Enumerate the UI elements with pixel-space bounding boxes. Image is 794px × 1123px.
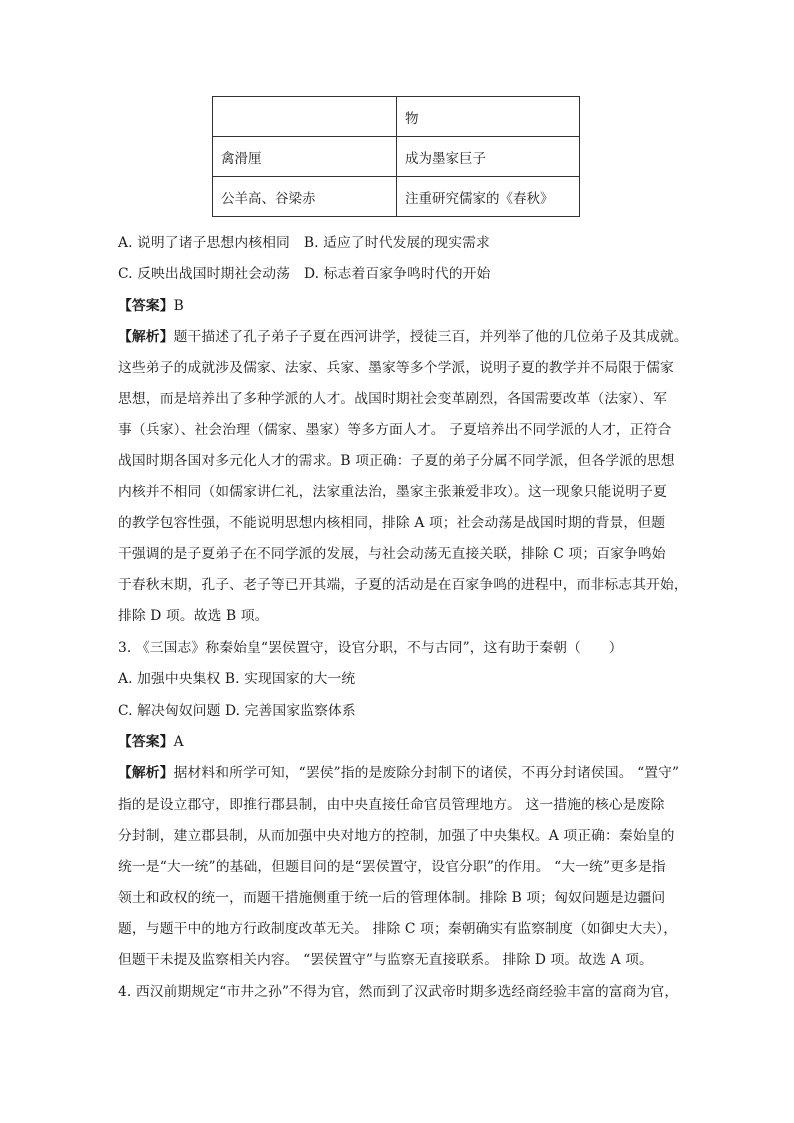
answer-value: A — [173, 734, 184, 750]
q3-analysis-line: 【解析】据材料和所学可知，“罢侯”指的是废除分封制下的诸侯，不再分封诸侯国。 “置守” — [118, 765, 680, 781]
q2-analysis-line: 的教学包容性强，不能说明思想内核相同，排除 A 项；社会动荡是战国时期的背景，但题 — [118, 515, 666, 531]
q2-analysis-line: 事（兵家）、社会治理（儒家、墨家）等多方面人才。 子夏培养出不同学派的人才，正符合 — [118, 422, 672, 438]
table-cell: 禽滑厘 — [213, 137, 397, 177]
table-cell: 物 — [397, 97, 580, 137]
q4-stem: 4. 西汉前期规定“市井之孙”不得为官，然而到了汉武帝时期多选经商经验丰富的富商为官， — [118, 984, 679, 1000]
q3-analysis-line: 指的是设立郡守，即推行郡县制，由中央直接任命官员管理地方。 这一措施的核心是废除 — [118, 797, 665, 813]
q3-stem: 3. 《三国志》称秦始皇“罢侯置守，设官分职，不与古同”，这有助于秦朝（ ） — [118, 640, 623, 656]
q3-analysis-line: 分封制，建立郡县制，从而加强中央对地方的控制，加强了中央集权。A 项正确：秦始皇的 — [118, 828, 675, 844]
table-cell: 成为墨家巨子 — [397, 137, 580, 177]
q2-analysis-line: 内核并不相同（如儒家讲仁礼，法家重法治，墨家主张兼爱非攻）。这一现象只能说明子夏 — [118, 484, 667, 500]
q2-option-d: D. 标志着百家争鸣时代的开始 — [304, 266, 491, 282]
table-row — [213, 97, 580, 137]
table-row — [213, 137, 580, 177]
q2-analysis-line: 【解析】题干描述了孔子弟子子夏在西河讲学，授徒三百，并列举了他的几位弟子及其成就。 — [118, 329, 688, 345]
q3-options-row-1: A. 加强中央集权 B. 实现国家的大一统 — [118, 671, 356, 687]
analysis-label: 【解析】 — [118, 329, 174, 345]
q2-analysis-line: 战国时期各国对多元化人才的需求。B 项正确：子夏的弟子分属不同学派，但各学派的思想 — [118, 453, 675, 469]
q2-analysis-line: 于春秋末期，孔子、老子等已开其端，子夏的活动是在百家争鸣的进程中，而非标志其开始， — [118, 577, 688, 593]
q2-analysis-line: 这些弟子的成就涉及儒家、法家、兵家、墨家等多个学派，说明子夏的教学并不局限于儒家 — [118, 360, 674, 376]
table-row — [213, 177, 580, 217]
q2-options-row-1 — [118, 231, 490, 251]
q3-analysis-line: 但题干未提及监察相关内容。 “罢侯置守”与监察无直接联系。 排除 D 项。故选 A 项。 — [118, 952, 653, 968]
q2-answer — [118, 294, 184, 314]
answer-label: 【答案】 — [118, 734, 174, 750]
q3-analysis-line: 统一是“大一统”的基础，但题目问的是“罢侯置守，设官分职”的作用。 “大一统”更多是指 — [118, 859, 666, 875]
q2-option-b: B. 适应了时代发展的现实需求 — [303, 235, 490, 251]
answer-value: B — [173, 298, 184, 314]
answer-label: 【答案】 — [118, 298, 174, 314]
q3-analysis-line: 题，与题干中的地方行政制度改革无关。 排除 C 项；秦朝确实有监察制度（如御史大夫）， — [118, 921, 678, 937]
q2-option-c: C. 反映出战国时期社会动荡 — [118, 266, 291, 282]
table-cell — [213, 97, 397, 137]
q2-analysis-line: 排除 D 项。故选 B 项。 — [118, 608, 269, 624]
table-cell: 公羊高、谷梁赤 — [213, 177, 397, 217]
q3-analysis-line: 领土和政权的统一，而题干措施侧重于统一后的管理体制。排除 B 项；匈奴问题是边疆问 — [118, 890, 666, 906]
table-cell: 注重研究儒家的《春秋》 — [397, 177, 580, 217]
analysis-label: 【解析】 — [118, 765, 174, 781]
q2-options-row-2 — [118, 262, 490, 282]
q2-analysis-line: 干强调的是子夏弟子在不同学派的发展，与社会动荡无直接关联，排除 C 项；百家争鸣始 — [118, 546, 666, 562]
q3-options-row-2: C. 解决匈奴问题 D. 完善国家监察体系 — [118, 703, 356, 719]
q2-option-a: A. 说明了诸子思想内核相同 — [118, 235, 290, 251]
q3-answer — [118, 730, 184, 750]
disciples-table — [212, 96, 580, 217]
q2-analysis-line: 思想，而是培养出了多种学派的人才。战国时期社会变革剧烈，各国需要改革（法家）、军 — [118, 391, 667, 407]
